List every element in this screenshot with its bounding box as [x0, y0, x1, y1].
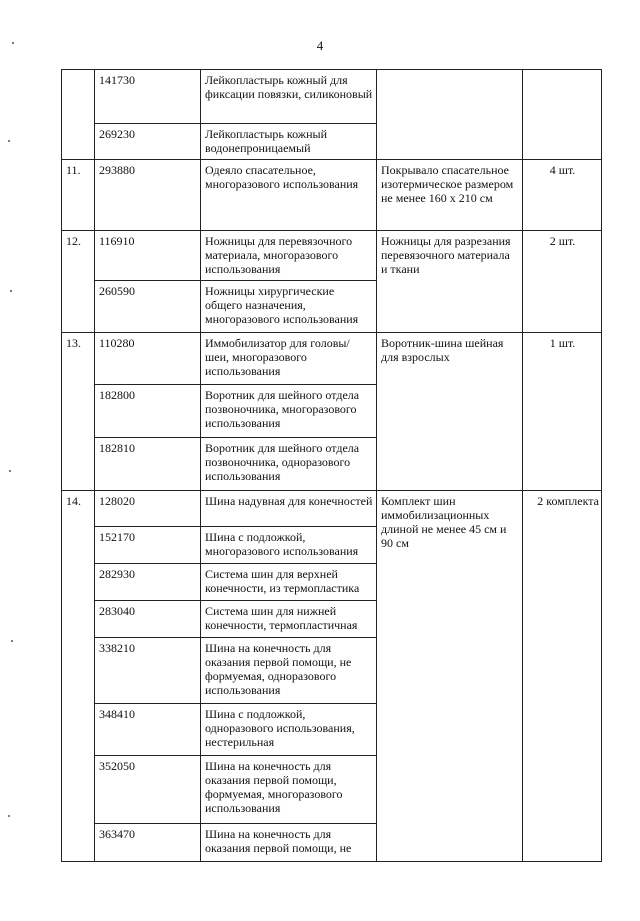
table-row — [62, 160, 602, 231]
item-name: Воротник для шейного отдела позвоночника, многоразового использования — [201, 385, 377, 438]
item-name: Шина на конечность для оказания первой помощи, не — [201, 824, 377, 862]
item-name: Иммобилизатор для головы/шеи, многоразового использования — [201, 333, 377, 385]
item-name: Шина с подложкой, одноразового использования, нестерильная — [201, 704, 377, 756]
item-code: 128020 — [95, 491, 201, 527]
item-name: Шина на конечность для оказания первой помощи, не формуемая, одноразового использования — [201, 638, 377, 704]
requirement-description — [377, 70, 523, 160]
requirement-description: Покрывало спасательное изотермическое размером не менее 160 x 210 см — [377, 160, 523, 231]
scan-speck — [11, 640, 13, 642]
scan-speck — [8, 815, 10, 817]
table-row — [62, 333, 602, 385]
item-name: Система шин для верхней конечности, из термопластика — [201, 564, 377, 601]
item-code: 182800 — [95, 385, 201, 438]
quantity — [523, 70, 602, 160]
item-code: 110280 — [95, 333, 201, 385]
item-code: 152170 — [95, 527, 201, 564]
item-name: Лейкопластырь кожный для фиксации повязки, силиконовый — [201, 70, 377, 124]
item-code: 352050 — [95, 756, 201, 824]
row-number: 13. — [62, 333, 95, 491]
requirement-description: Воротник-шина шейная для взрослых — [377, 333, 523, 491]
item-name: Шина надувная для конечностей — [201, 491, 377, 527]
item-name: Ножницы хирургические общего назначения, многоразового использования — [201, 281, 377, 333]
table-row — [62, 491, 602, 527]
row-number — [62, 70, 95, 160]
item-code: 141730 — [95, 70, 201, 124]
item-code: 116910 — [95, 231, 201, 281]
equipment-table — [61, 69, 602, 862]
item-name: Шина на конечность для оказания первой помощи, формуемая, многоразового использования — [201, 756, 377, 824]
item-code: 363470 — [95, 824, 201, 862]
requirement-description: Комплект шин иммобилизационных длиной не менее 45 см и 90 см — [377, 491, 523, 862]
quantity: 1 шт. — [523, 333, 602, 491]
scan-speck — [9, 470, 11, 472]
item-name: Воротник для шейного отдела позвоночника, одноразового использования — [201, 438, 377, 491]
item-code: 182810 — [95, 438, 201, 491]
requirement-description: Ножницы для разрезания перевязочного материала и ткани — [377, 231, 523, 333]
item-code: 269230 — [95, 124, 201, 160]
table-row — [62, 70, 602, 124]
item-name: Шина с подложкой, многоразового использования — [201, 527, 377, 564]
page-number: 4 — [316, 38, 324, 53]
scan-speck — [10, 290, 12, 292]
item-code: 283040 — [95, 601, 201, 638]
table-row — [62, 231, 602, 281]
row-number: 14. — [62, 491, 95, 862]
item-code: 282930 — [95, 564, 201, 601]
quantity: 2 шт. — [523, 231, 602, 333]
quantity: 4 шт. — [523, 160, 602, 231]
item-name: Ножницы для перевязочного материала, многоразового использования — [201, 231, 377, 281]
item-name: Лейкопластырь кожный водонепроницаемый — [201, 124, 377, 160]
row-number: 11. — [62, 160, 95, 231]
item-name: Система шин для нижней конечности, термопластичная — [201, 601, 377, 638]
item-code: 260590 — [95, 281, 201, 333]
item-code: 338210 — [95, 638, 201, 704]
item-name: Одеяло спасательное, многоразового использования — [201, 160, 377, 231]
scan-speck — [8, 140, 10, 142]
item-code: 348410 — [95, 704, 201, 756]
scan-speck — [12, 42, 14, 44]
quantity: 2 комплекта — [523, 491, 602, 862]
row-number: 12. — [62, 231, 95, 333]
item-code: 293880 — [95, 160, 201, 231]
